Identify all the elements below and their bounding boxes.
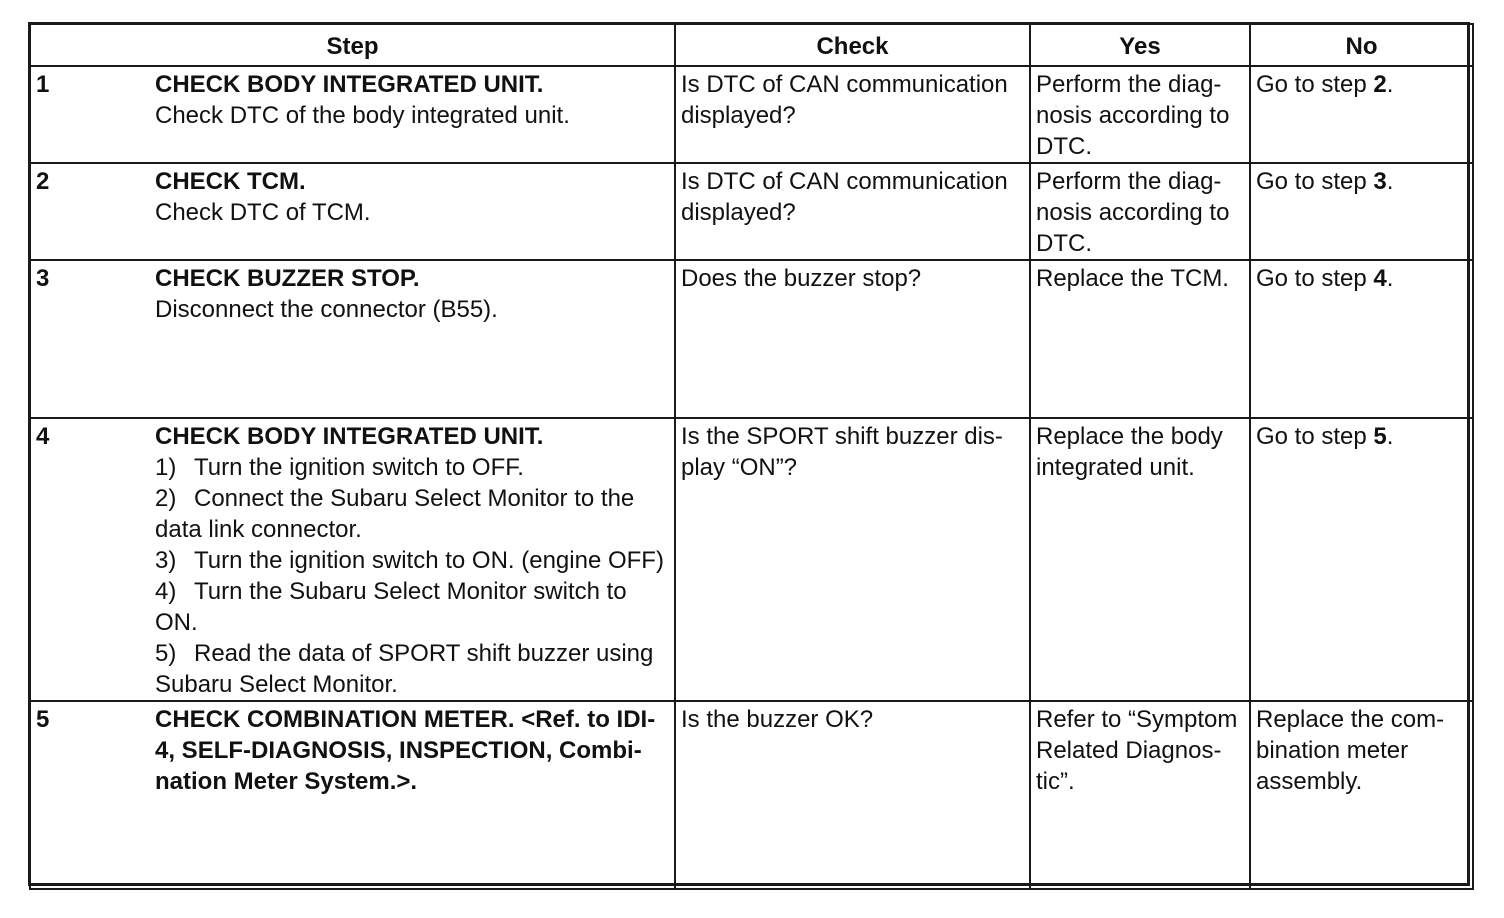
substep-text: Turn the ignition switch to OFF. bbox=[194, 454, 524, 481]
no-cell bbox=[1250, 66, 1473, 163]
substep-number: 4) bbox=[155, 578, 177, 605]
substep bbox=[155, 452, 669, 483]
no-cell: Replace the com-bination meter assembly. bbox=[1250, 701, 1473, 889]
yes-cell: Perform the diag-nosis according to DTC. bbox=[1030, 163, 1250, 260]
step-title: CHECK TCM. bbox=[155, 168, 306, 195]
substep bbox=[155, 576, 669, 638]
check-cell: Is DTC of CAN communication displayed? bbox=[675, 163, 1030, 260]
step-cell bbox=[30, 260, 675, 418]
header-yes: Yes bbox=[1030, 24, 1250, 66]
no-step-ref: 5 bbox=[1373, 423, 1387, 450]
step-cell bbox=[30, 701, 675, 889]
no-suffix: . bbox=[1386, 71, 1394, 98]
substep bbox=[155, 483, 669, 545]
step-number: 5 bbox=[36, 706, 50, 733]
substep-number: 5) bbox=[155, 640, 177, 667]
yes-cell: Refer to “Symptom Related Diagnos-tic”. bbox=[1030, 701, 1250, 889]
no-suffix: . bbox=[1386, 423, 1394, 450]
header-row bbox=[30, 24, 1473, 66]
diagnostic-table bbox=[29, 23, 1474, 890]
no-step-ref: 3 bbox=[1373, 168, 1387, 195]
step-title: CHECK BODY INTEGRATED UNIT. bbox=[155, 71, 544, 98]
step-cell bbox=[30, 163, 675, 260]
no-step-ref: 2 bbox=[1373, 71, 1387, 98]
step-cell bbox=[30, 66, 675, 163]
no-text: Go to step bbox=[1256, 71, 1374, 98]
table-row bbox=[30, 163, 1473, 260]
no-text: Go to step bbox=[1256, 423, 1374, 450]
no-text: Go to step bbox=[1256, 168, 1374, 195]
header-check: Check bbox=[675, 24, 1030, 66]
step-title: CHECK BUZZER STOP. bbox=[155, 265, 420, 292]
table-row bbox=[30, 418, 1473, 701]
check-cell: Is DTC of CAN communication displayed? bbox=[675, 66, 1030, 163]
check-cell: Is the SPORT shift buzzer dis-play “ON”? bbox=[675, 418, 1030, 701]
no-step-ref: 4 bbox=[1373, 265, 1387, 292]
substep bbox=[155, 545, 669, 576]
substep-text: Connect the Subaru Select Monitor to the data link connector. bbox=[155, 485, 635, 543]
step-title: CHECK BODY INTEGRATED UNIT. bbox=[155, 423, 544, 450]
step-number: 1 bbox=[36, 71, 50, 98]
substep-number: 1) bbox=[155, 454, 177, 481]
yes-cell: Perform the diag-nosis according to DTC. bbox=[1030, 66, 1250, 163]
no-suffix: . bbox=[1386, 265, 1394, 292]
check-cell: Is the buzzer OK? bbox=[675, 701, 1030, 889]
check-cell: Does the buzzer stop? bbox=[675, 260, 1030, 418]
substep-text: Read the data of SPORT shift buzzer using Subaru Select Monitor. bbox=[155, 640, 654, 698]
no-cell bbox=[1250, 163, 1473, 260]
substep-number: 3) bbox=[155, 547, 177, 574]
header-no: No bbox=[1250, 24, 1473, 66]
step-number: 4 bbox=[36, 423, 50, 450]
substep-text: Turn the Subaru Select Monitor switch to ON. bbox=[155, 578, 627, 636]
table-row bbox=[30, 66, 1473, 163]
substep-text: Turn the ignition switch to ON. (engine OFF) bbox=[194, 547, 664, 574]
yes-cell: Replace the TCM. bbox=[1030, 260, 1250, 418]
no-suffix: . bbox=[1386, 168, 1394, 195]
step-number: 2 bbox=[36, 168, 50, 195]
substep bbox=[155, 638, 669, 700]
step-instruction: Disconnect the connector (B55). bbox=[155, 296, 498, 323]
header-step: Step bbox=[30, 24, 675, 66]
step-number: 3 bbox=[36, 265, 50, 292]
step-instruction: Check DTC of TCM. bbox=[155, 199, 371, 226]
step-instruction: Check DTC of the body integrated unit. bbox=[155, 102, 570, 129]
table-row bbox=[30, 701, 1473, 889]
table-row bbox=[30, 260, 1473, 418]
no-cell bbox=[1250, 260, 1473, 418]
no-cell bbox=[1250, 418, 1473, 701]
step-cell bbox=[30, 418, 675, 701]
yes-cell: Replace the body integrated unit. bbox=[1030, 418, 1250, 701]
no-text: Go to step bbox=[1256, 265, 1374, 292]
step-title: CHECK COMBINATION METER. <Ref. to IDI-4, SELF-DIAGNOSIS, INSPECTION, Combi-nation Meter System.>. bbox=[155, 706, 656, 795]
substep-number: 2) bbox=[155, 485, 177, 512]
